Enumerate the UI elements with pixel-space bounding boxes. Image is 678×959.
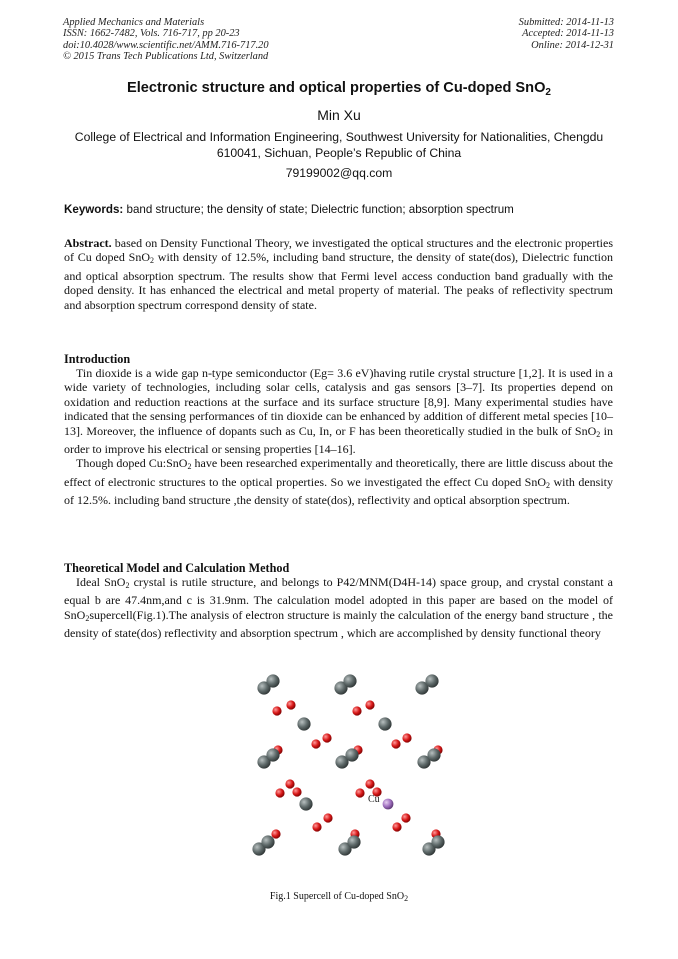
affiliation-line-2: 610041, Sichuan, People’s Republic of China: [216, 145, 462, 160]
o-atom: [272, 706, 281, 715]
o-atom: [312, 822, 321, 831]
o-atom: [271, 829, 280, 838]
o-atom: [275, 788, 284, 797]
o-atom: [285, 779, 294, 788]
o-atom: [355, 788, 364, 797]
section-introduction: [64, 366, 613, 508]
journal-doi: doi:10.4028/www.scientific.net/AMM.716-717.20: [63, 39, 269, 51]
sn-atom: [427, 748, 440, 761]
journal-issn: ISSN: 1662-7482, Vols. 716-717, pp 20-23: [63, 28, 240, 40]
o-atom: [311, 739, 320, 748]
sn-atom: [378, 717, 391, 730]
abstract-label: Abstract.: [64, 236, 112, 250]
intro-paragraph-1: Tin dioxide is a wide gap n-type semiconductor (Eg= 3.6 eV)having rutile crystal structure [1,2]. It is used in a wide variety of technologies, including solar cells, catalysis and gas sensors [3–7]. Its properties depend on oxidation and reduction reactions at the surface and its surface structure [8,9]. Many experimental studies have indicated that the sensing performances of tin dioxide can be enhanced by addition of different metal species [10–13]. Moreover, the influence of dopants such as Cu, In, or F has been theoretically studied in the bulk of SnO$_2$ in order to improve his electrical or sensing properties [14–16].: [64, 366, 613, 457]
paper-title: Electronic structure and optical properties of Cu-doped SnO$_2$: [127, 80, 551, 98]
author-email: 79199002@qq.com: [285, 166, 393, 180]
section-theory: [64, 575, 613, 641]
supercell-crystal-diagram: [238, 668, 448, 868]
theory-paragraph-1: Ideal SnO$_2$ crystal is rutile structure, and belongs to P42/MNM(D4H-14) space group, and crystal constant a equal b are 47.4nm,and c is 31.9nm. The calculation model adopted in this paper are based on the model of SnO$_2$supercell(Fig.1).The analysis of electron structure is mainly the calculation of the energy band structure , the density of state(dos) reflectivity and absorption spectrum , which are accomplished by density functional theory: [64, 575, 613, 641]
keywords-label: Keywords:: [64, 203, 124, 216]
sn-atom: [431, 835, 444, 848]
figure-caption: Fig.1 Supercell of Cu-doped SnO$_2$: [269, 891, 409, 903]
author-name: Min Xu: [317, 107, 361, 123]
sn-atom: [343, 674, 356, 687]
o-atom: [401, 813, 410, 822]
journal-name: Applied Mechanics and Materials: [63, 17, 205, 28]
sn-atom: [425, 674, 438, 687]
affiliation-line-1: College of Electrical and Information Engineering, Southwest University for Nationalities, Chengdu: [74, 130, 604, 144]
sn-atom: [266, 674, 279, 687]
o-atom: [322, 733, 331, 742]
o-atom: [352, 706, 361, 715]
o-atom: [292, 787, 301, 796]
sn-atom: [261, 835, 274, 848]
cu-atom: [383, 799, 394, 810]
o-atom: [365, 700, 374, 709]
intro-paragraph-2: Though doped Cu:SnO$_2$ have been researched experimentally and theoretically, there are little discuss about the effect of electronic structures to the optical properties. So we investigated the effect Cu doped SnO$_2$ with density of 12.5%. including band structure ,the density of state(dos), reflectivity and optical absorption spectrum.: [64, 456, 614, 508]
abstract: Abstract. based on Density Functional Theory, we investigated the optical structures and the electronic properties of Cu doped SnO$_2$ with density of 12.5%, including band structure, the density of state(dos), Dielectric function and optical absorption spectrum. The results show that Fermi level access conduction band gradually with the doped density. It has enhanced the electrical and metal property of material. The peaks of reflectivity spectrum and absorption spectrum correspond density of state.: [64, 236, 613, 312]
submitted-date: Submitted: 2014-11-13: [518, 17, 614, 28]
supercell-figure: [238, 668, 448, 868]
keywords-text: band structure; the density of state; Dielectric function; absorption spectrum: [123, 203, 514, 216]
cu-atom-label: Cu: [368, 794, 380, 805]
sn-atom: [347, 835, 360, 848]
sn-atom: [297, 717, 310, 730]
o-atom: [323, 813, 332, 822]
sn-atom: [266, 748, 279, 761]
journal-header-right: [519, 17, 614, 51]
journal-copyright: © 2015 Trans Tech Publications Ltd, Switzerland: [63, 51, 269, 63]
online-date: Online: 2014-12-31: [531, 39, 614, 51]
o-atom: [392, 822, 401, 831]
section-heading-introduction: Introduction: [64, 352, 131, 366]
journal-header-left: [63, 17, 269, 63]
section-heading-theory: Theoretical Model and Calculation Method: [64, 561, 290, 575]
o-atom: [402, 733, 411, 742]
keywords: [64, 202, 624, 217]
sn-atom: [299, 797, 312, 810]
accepted-date: Accepted: 2014-11-13: [522, 28, 614, 40]
sn-atom: [345, 748, 358, 761]
o-atom: [286, 700, 295, 709]
author-affiliation: [50, 130, 628, 161]
o-atom: [391, 739, 400, 748]
o-atom: [365, 779, 374, 788]
